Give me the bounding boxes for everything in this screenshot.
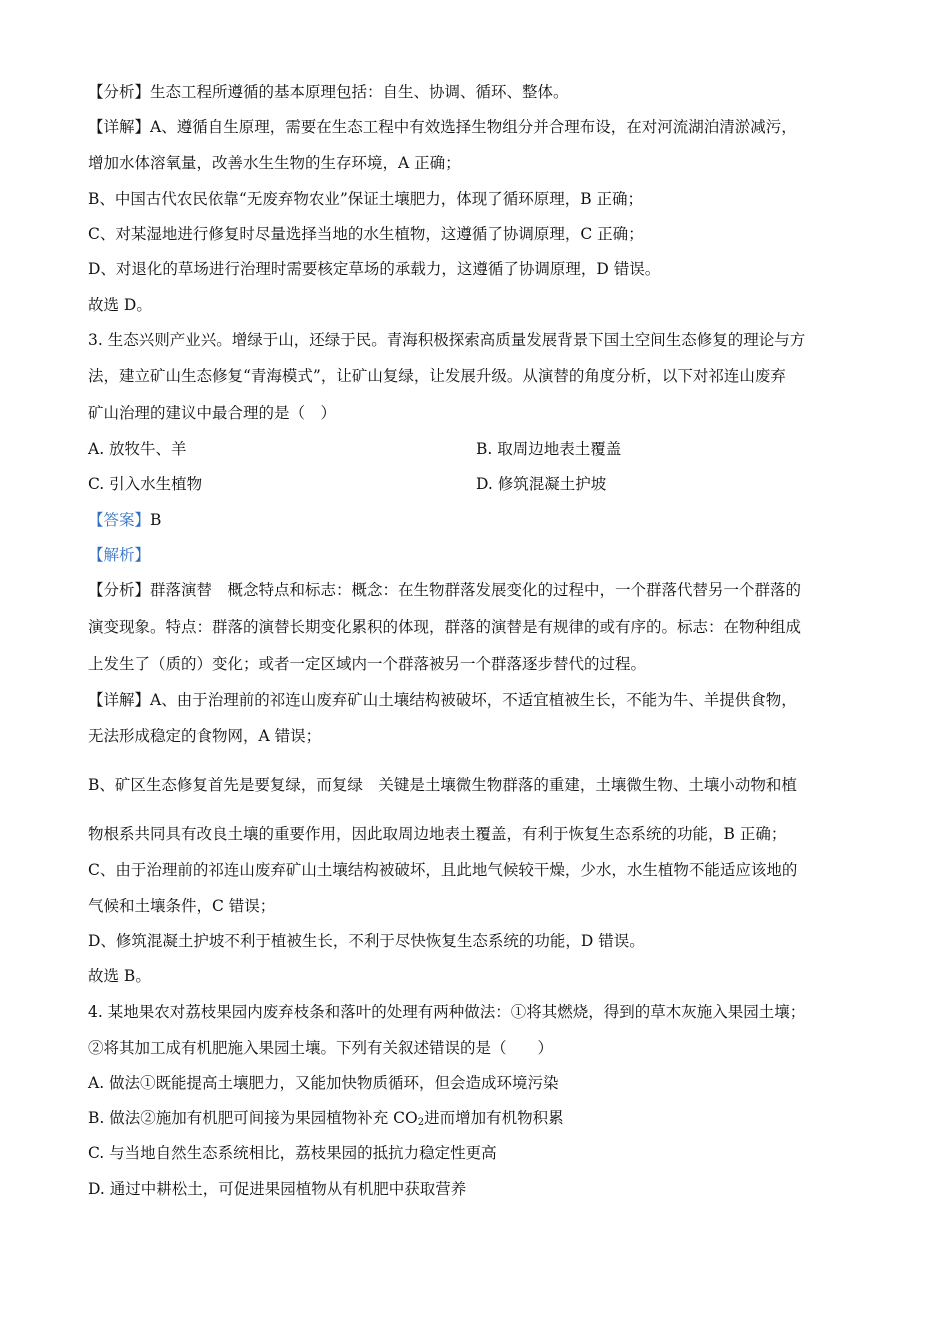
q3-explain-tag: 【解析】 <box>88 546 151 564</box>
q3-stem-1: 3. 生态兴则产业兴。增绿于山，还绿于民。青海积极探索高质量发展背景下国土空间生态修复的理论与方 <box>88 331 806 349</box>
detail-tag: 【详解】 <box>88 691 151 709</box>
q3-detail-c1: C、由于治理前的祁连山废弃矿山土壤结构被破坏，且此地气候较干燥，少水，水生植物不能适应该地的 <box>88 861 798 879</box>
q4-option-c: C. 与当地自然生态系统相比，荔枝果园的抵抗力稳定性更高 <box>88 1144 497 1162</box>
q2-detail-a-cont: 增加水体溶氧量，改善水生生物的生存环境，A 正确； <box>88 154 461 172</box>
q3-analysis-3: 上发生了（质的）变化；或者一定区域内一个群落被另一个群落逐步替代的过程。 <box>88 655 647 673</box>
q4-option-b: B. 做法②施加有机肥可间接为果园植物补充 $CO_2$进而增加有机物积累 <box>88 1109 564 1128</box>
q2-detail-a: 【详解】A、遵循自生原理，需要在生态工程中有效选择生物组分并合理布设，在对河流湖泊清淤减污， <box>88 118 797 136</box>
q3-conclusion: 故选 B。 <box>88 967 151 985</box>
q3-stem-3: 矿山治理的建议中最合理的是（ ） <box>88 404 337 422</box>
q4-stem-1: 4. 某地果农对荔枝果园内废弃枝条和落叶的处理有两种做法：①将其燃烧，得到的草木灰施入果园土壤； <box>88 1003 806 1021</box>
q4-option-a: A. 做法①既能提高土壤肥力，又能加快物质循环，但会造成环境污染 <box>88 1074 559 1092</box>
q3-stem-2: 法，建立矿山生态修复“青海模式”，让矿山复绿，让发展升级。从演替的角度分析，以下对祁连山废弃 <box>88 367 786 385</box>
q3-detail-d: D、修筑混凝土护坡不利于植被生长，不利于尽快恢复生态系统的功能，D 错误。 <box>88 932 645 950</box>
q3-detail-b1: B、矿区生态修复首先是要复绿，而复绿 关键是土壤微生物群落的重建，土壤微生物、土壤小动物和植 <box>88 776 797 794</box>
q3-detail-a1: 【详解】A、由于治理前的祁连山废弃矿山土壤结构被破坏，不适宜植被生长，不能为牛、羊提供食物， <box>88 691 797 709</box>
q2-conclusion: 故选 D。 <box>88 296 152 314</box>
q3-analysis-2: 演变现象。特点：群落的演替长期变化累积的体现，群落的演替是有规律的或有序的。标志：在物种组成 <box>88 618 802 636</box>
q2-analysis: 【分析】生态工程所遵循的基本原理包括：自生、协调、循环、整体。 <box>88 83 569 101</box>
detail-tag: 【详解】 <box>88 118 151 136</box>
q4-stem-2: ②将其加工成有机肥施入果园土壤。下列有关叙述错误的是（ ） <box>88 1039 554 1057</box>
q3-detail-a2: 无法形成稳定的食物网，A 错误； <box>88 727 322 745</box>
q3-option-a: A. 放牧牛、羊 <box>88 440 187 458</box>
analysis-tag: 【分析】 <box>88 83 151 101</box>
analysis-tag: 【分析】 <box>88 581 151 599</box>
answer-tag: 【答案】 <box>88 511 151 529</box>
q3-option-b: B. 取周边地表土覆盖 <box>476 440 622 458</box>
subscript-2: 2 <box>417 1117 425 1128</box>
q3-answer: 【答案】B <box>88 511 162 529</box>
q2-detail-d: D、对退化的草场进行治理时需要核定草场的承载力，这遵循了协调原理，D 错误。 <box>88 260 661 278</box>
q2-detail-b: B、中国古代农民依靠“无废弃物农业”保证土壤肥力，体现了循环原理，B 正确； <box>88 190 644 208</box>
q2-detail-c: C、对某湿地进行修复时尽量选择当地的水生植物，这遵循了协调原理，C 正确； <box>88 225 644 243</box>
q3-option-d: D. 修筑混凝土护坡 <box>476 475 607 493</box>
q3-option-c: C. 引入水生植物 <box>88 475 203 493</box>
q3-detail-c2: 气候和土壤条件，C 错误； <box>88 897 276 915</box>
q3-analysis-1: 【分析】群落演替 概念特点和标志：概念：在生物群落发展变化的过程中，一个群落代替另一个群落的 <box>88 581 802 599</box>
q4-option-d: D. 通过中耕松土，可促进果园植物从有机肥中获取营养 <box>88 1180 467 1198</box>
q3-detail-b2: 物根系共同具有改良土壤的重要作用，因此取周边地表土覆盖，有利于恢复生态系统的功能，B 正确； <box>88 825 787 843</box>
